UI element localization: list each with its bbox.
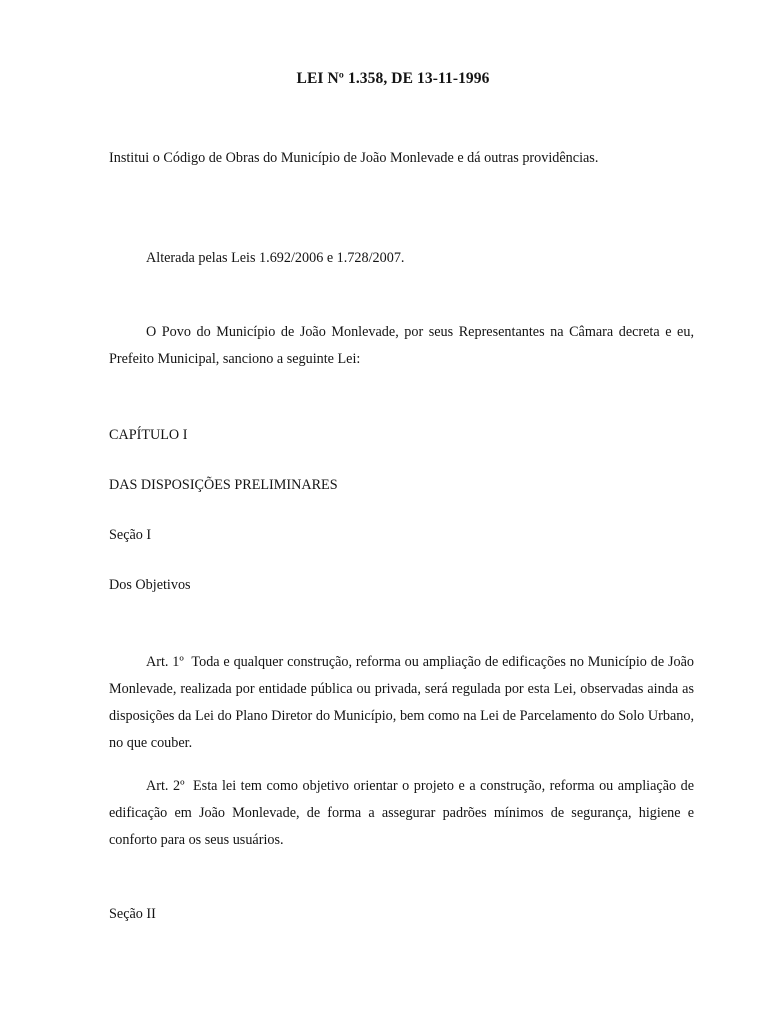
article-1-text: Toda e qualquer construção, reforma ou ampliação de edificações no Município de João Monlevade, realizada por entidade pública ou privada, será regulada por esta Lei, observadas ainda as disposições da Lei do Plano Diretor do Município, bem como na Lei de Parcelamento do Solo Urbano, no que couber. [109,654,695,751]
article-1 [109,649,694,757]
law-title: LEI Nº 1.358, DE 13-11-1996 [296,70,490,87]
article-2 [109,773,694,854]
preamble-text: O Povo do Município de João Monlevade, por seus Representantes na Câmara decreta e eu, Prefeito Municipal, sanciono a seguinte Lei: [109,324,694,367]
article-1-label: Art. 1º [146,654,184,670]
preamble-paragraph [109,319,694,373]
article-2-label: Art. 2º [146,778,185,794]
chapter-subtitle: DAS DISPOSIÇÕES PRELIMINARES [109,477,338,493]
chapter-heading: CAPÍTULO I [109,427,188,443]
amendment-note: Alterada pelas Leis 1.692/2006 e 1.728/2007. [146,250,405,266]
section-heading-1: Seção I [109,527,152,543]
section-subtitle-1: Dos Objetivos [109,577,191,593]
law-ementa: Institui o Código de Obras do Município de João Monlevade e dá outras providências. [109,150,599,166]
article-2-text: Esta lei tem como objetivo orientar o projeto e a construção, reforma ou ampliação de edificação em João Monlevade, de forma a assegurar padrões mínimos de segurança, higiene e conforto para os seus usuários. [109,778,695,848]
section-heading-2: Seção II [109,906,156,922]
